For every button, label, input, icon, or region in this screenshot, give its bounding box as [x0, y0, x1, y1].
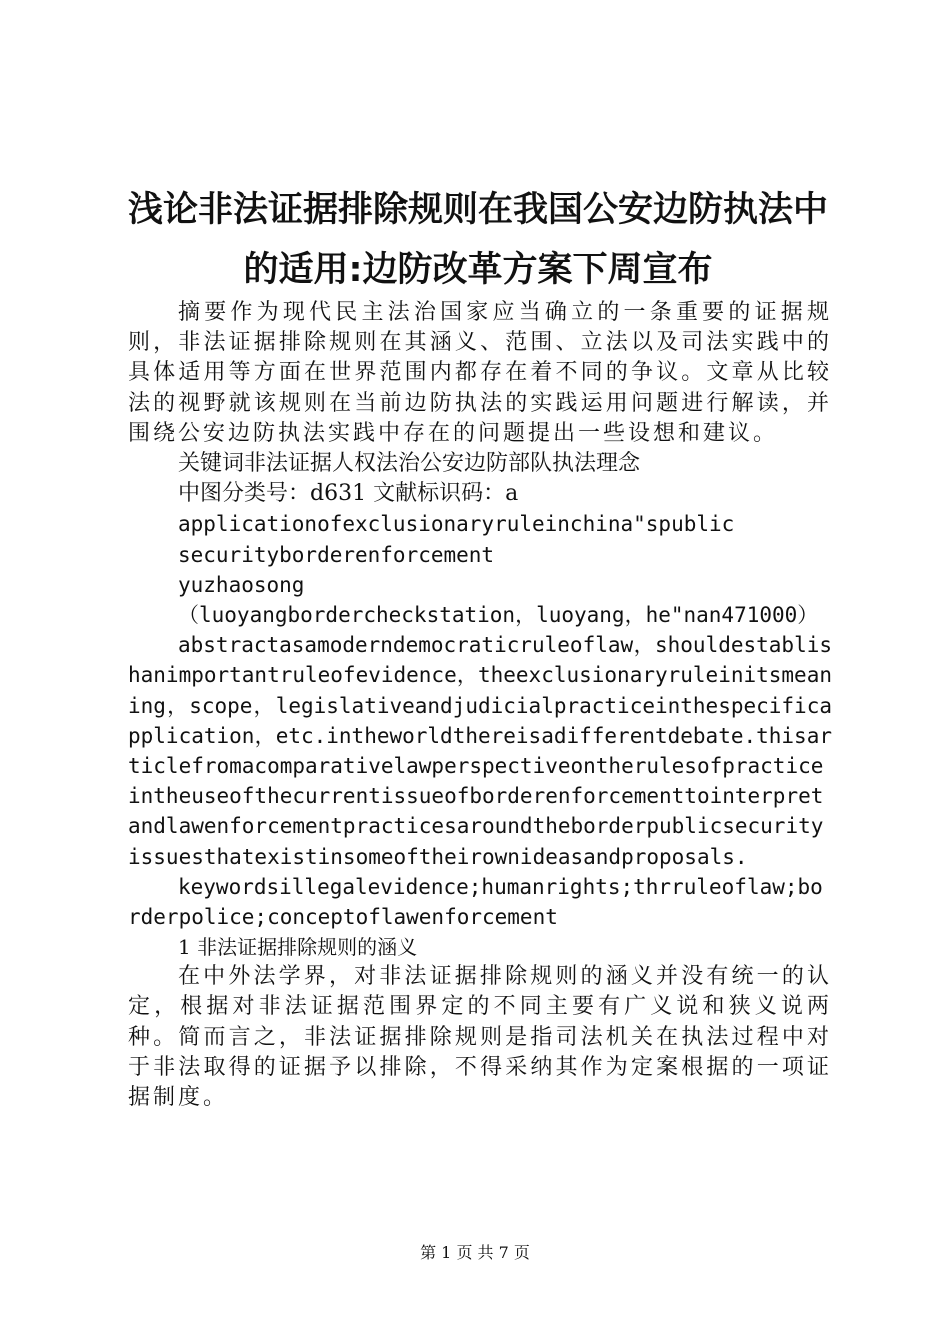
author-affiliation: （luoyangbordercheckstation，luoyang，he"nan471000） — [178, 603, 819, 628]
document-body — [128, 298, 832, 1113]
english-title-line1: applicationofexclusionaryruleinchina"spublic — [178, 512, 735, 537]
abstract-english: abstractasamoderndemocraticruleoflaw，shouldestablishanimportantruleofevidence，theexclusionaryruleinitsmeaning，scope，legislativeandjudicialpracticeinthespecificapplication，etc.intheworldthereisadifferentdebate.thisarticlefromacomparativelawperspectiveontherulesofpracticeintheuseofthecurrentissueofborderenforcementtointerpretandlawenforcementpracticesaroundtheborderpublicsecurityissuesthatexistinsomeoftheirownideasandproposals. — [128, 633, 832, 869]
keywords-english: keywordsillegalevidence;humanrights;thrruleoflaw;borderpolice;conceptoflawenforcement — [128, 874, 823, 930]
english-title-line2: securityborderenforcement — [178, 542, 495, 567]
keywords-chinese: 关键词非法证据人权法治公安边防部队执法理念 — [178, 451, 641, 477]
document-title-line2: 的适用:边防改革方案下周宣布 — [243, 250, 713, 290]
section-1-body: 在中外法学界，对非法证据排除规则的涵义并没有统一的认定，根据对非法证据范围界定的不同主要有广义说和狭义说两种。简而言之，非法证据排除规则是指司法机关在执法过程中对于非法取得的证据予以排除，不得采纳其作为定案根据的一项证据制度。 — [128, 964, 832, 1111]
classification-number: 中图分类号：d631 文献标识码：a — [178, 481, 519, 507]
abstract-chinese: 摘要作为现代民主法治国家应当确立的一条重要的证据规则，非法证据排除规则在其涵义、范围、立法以及司法实践中的具体适用等方面在世界范围内都存在着不同的争议。文章从比较法的视野就该规则在当前边防执法的实践运用问题进行解读，并围绕公安边防执法实践中存在的问题提出一些设想和建议。 — [128, 300, 832, 446]
document-title-line1: 浅论非法证据排除规则在我国公安边防执法中 — [127, 190, 828, 230]
author-name: yuzhaosong — [178, 572, 305, 597]
section-1-heading: 1 非法证据排除规则的涵义 — [178, 935, 418, 960]
page-number-footer: 第 1 页 共 7 页 — [420, 1243, 530, 1262]
